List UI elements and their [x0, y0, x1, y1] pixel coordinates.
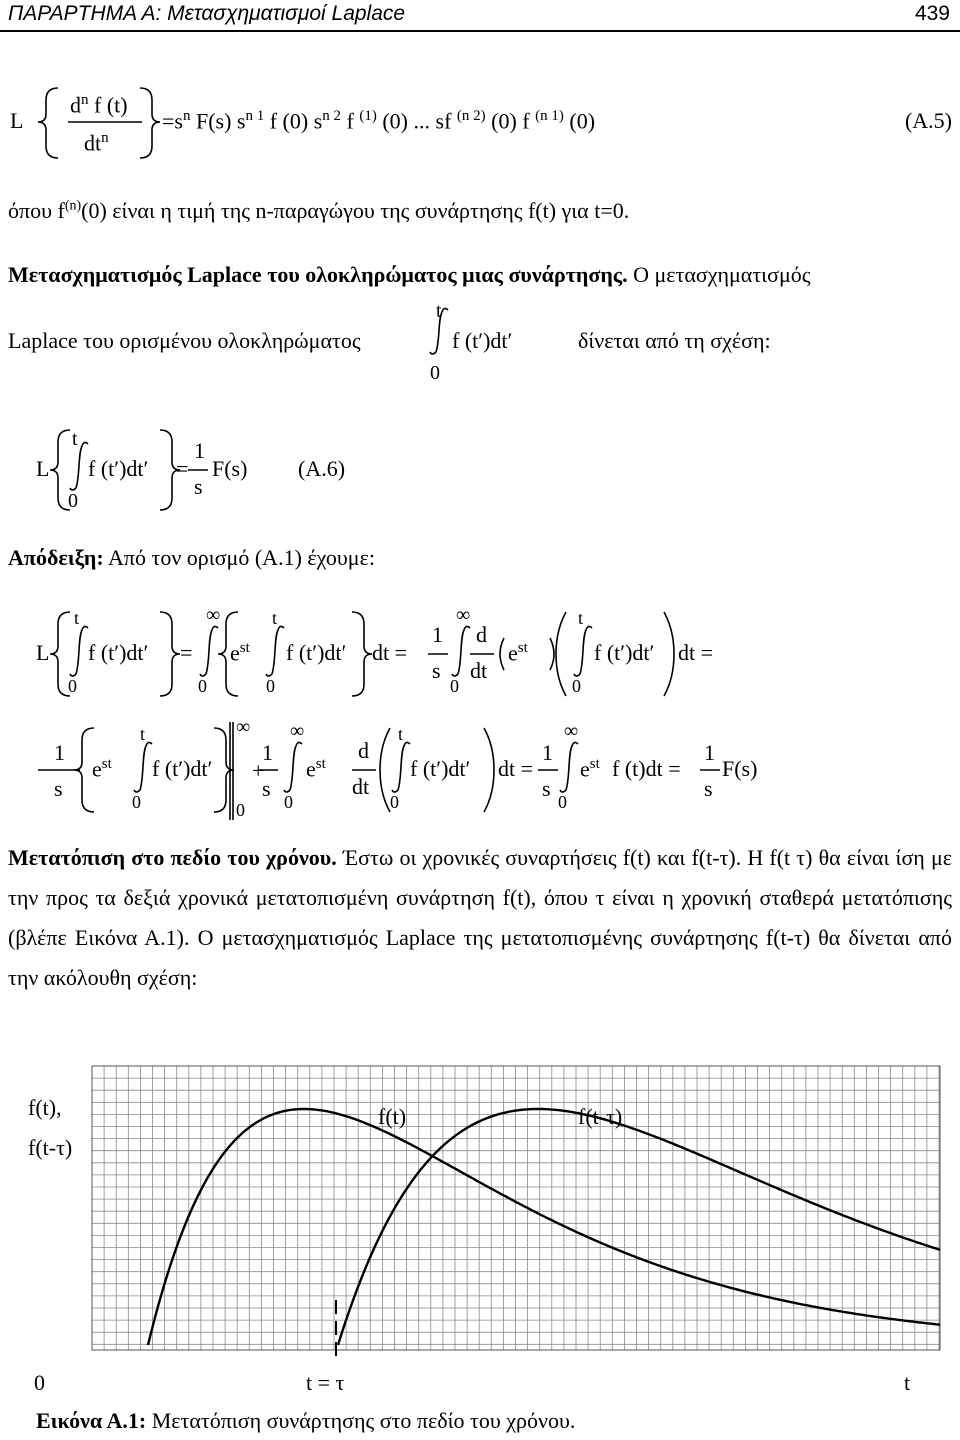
chart-ylabel-line-2: f(t-τ): [28, 1135, 73, 1160]
figure-caption-label: Εικόνα Α.1:: [36, 1408, 147, 1433]
integral-line2-b: δίνεται από τη σχέση:: [578, 328, 771, 353]
chart-ylabel: [28, 1088, 72, 1168]
integral-heading: Μετασχηματισμός Laplace του ολοκληρώματος μιας συνάρτησης.: [8, 262, 628, 287]
x-tick-t: t: [904, 1370, 911, 1395]
eq-a6-label: (Α.6): [298, 456, 346, 481]
proof-paragraph: Απόδειξη: Από τον ορισμό (Α.1) έχουμε:: [8, 545, 375, 570]
running-header-title: ΠΑΡΑΡΤΗΜΑ Α: Μετασχηματισμοί Laplace: [8, 2, 406, 25]
shift-paragraph: Μετατόπιση στο πεδίο του χρόνου. Έστω οι χρονικές συναρτήσεις f(t) και f(t-τ). Η f(t τ) θα είναι ίση με την προς τα δεξιά χρονικά μετατοπισμένη συνάρτηση f(t), όπου τ είναι η χρονική σταθερά μετατόπισης (βλέπε Εικόνα Α.1). Ο μετασχηματισμός Laplace της μετατοπισμένης συνάρτησης f(t-τ) θα δίνεται από την ακόλουθη σχέση:: [8, 845, 952, 990]
series-label-f-shift: f(t-τ): [578, 1104, 623, 1129]
eq-a5-label: (Α.5): [904, 108, 952, 133]
where-paragraph: όπου $f^{(n)}(0)$ είναι η τιμή της n-παραγώγου της συνάρτησης f(t) για t=0.: [8, 198, 630, 223]
proof-heading: Απόδειξη:: [8, 545, 104, 570]
eq-a5-num: $d^n$ f (t): [70, 92, 128, 118]
x-tick-0: 0: [34, 1370, 45, 1395]
x-tick-tau: t = τ: [306, 1370, 345, 1395]
figure-caption: Εικόνα Α.1: Μετατόπιση συνάρτησης στο πεδίο του χρόνου.: [36, 1408, 576, 1433]
integral-paragraph: Μετασχηματισμός Laplace του ολοκληρώματος μιας συνάρτησης. Ο μετασχηματισμός: [8, 262, 811, 287]
series-label-f: f(t): [378, 1104, 407, 1129]
eq-a5-den: $dt^n$: [84, 130, 109, 156]
eq-a5-rhs: $=s^n$ F(s) $s^{n 1}$ f (0) $s^{n 2}$ f $^{(1)}$ (0) ... sf $^{(n 2)}$ (0) f $^{(n 1)}$ (0): [162, 108, 596, 134]
page-number: 439: [914, 2, 950, 25]
integral-line2-a: Laplace του ορισμένου ολοκληρώματος: [8, 328, 361, 353]
shift-heading: Μετατόπιση στο πεδίο του χρόνου.: [8, 845, 337, 870]
curve-f: [148, 1109, 940, 1345]
eq-a5-L: L: [10, 108, 24, 133]
curve-f-shifted: [338, 1109, 940, 1345]
chart-ylabel-line-1: f(t),: [28, 1095, 62, 1120]
